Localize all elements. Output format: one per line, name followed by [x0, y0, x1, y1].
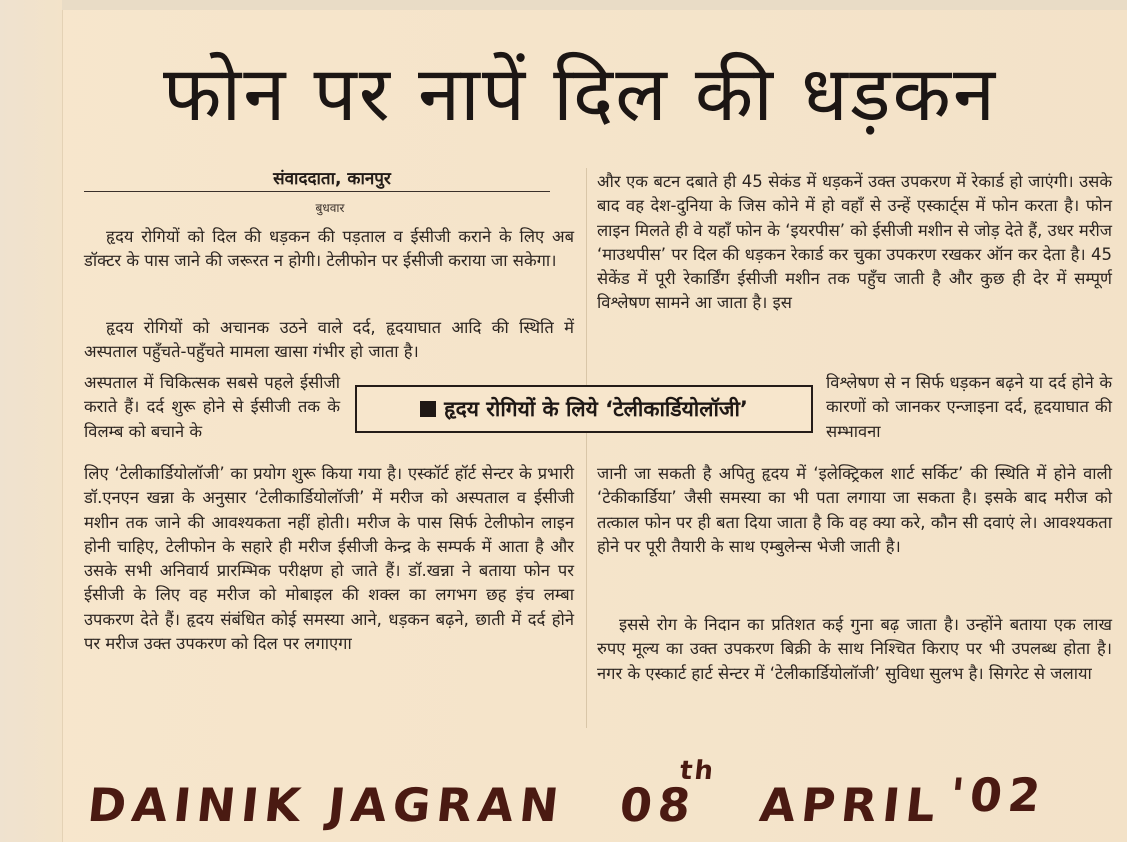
para-text: विश्लेषण से न सिर्फ धड़कन बढ़ने या दर्द होने के कारणों को जानकर एन्जाइना दर्द, हृदयाघात की सम्भावना — [826, 373, 1112, 441]
column2-para1-rest — [597, 462, 1112, 559]
column1-para1 — [84, 225, 574, 274]
byline: संवाददाता, कानपुर — [273, 169, 391, 189]
column1-para3-rest — [84, 462, 574, 656]
byline-rule — [84, 191, 550, 192]
handwritten-source: DAINIK JAGRAN — [85, 778, 568, 832]
column-divider — [586, 168, 587, 728]
para-text: अस्पताल में चिकित्सक सबसे पहले ईसीजी कराते हैं। दर्द शुरू होने से ईसीजी तक के विलम्ब को बचाने के — [84, 373, 340, 441]
column2-para1 — [597, 170, 1112, 316]
para-text: लिए ‘टेलीकार्डियोलॉजी’ का प्रयोग शुरू किया गया है। एस्कॉर्ट हॉर्ट सेन्टर के प्रभारी डॉ.एनएन खन्ना के अनुसार ‘टेलीकार्डियोलॉजी’ में मरीज को अस्पताल व ईसीजी मशीन तक जाने की आवश्यकता नहीं होती। मरीज के पास सिर्फ टेलीफोन लाइन होनी चाहिए, टेलीफोन के सहारे ही मरीज ईसीजी केन्द्र के सम्पर्क में आता है और उसके सभी अनिवार्य प्रारम्भिक परीक्षण हो जाते हैं। डॉ.खन्ना ने बताया फोन पर ईसीजी के लिए वह मरीज को मोबाइल की शक्ल का लगभग छह इंच लम्बा उपकरण देते हैं। हृदय संबंधित कोई समस्या आने, धड़कन बढ़ने, छाती में दर्द होने पर मरीज उक्त उपकरण को दिल पर लगाएगा — [84, 464, 574, 654]
headline: फोन पर नापें दिल की धड़कन — [162, 49, 998, 138]
para-text: हृदय रोगियों को दिल की धड़कन की पड़ताल व ईसीजी कराने के लिए अब डॉक्टर के पास जाने की जरूरत न होगी। टेलीफोन पर ईसीजी कराया जा सकेगा। — [84, 227, 574, 271]
top-edge-strip — [62, 0, 1127, 10]
para-text: हृदय रोगियों को अचानक उठने वाले दर्द, हृदयाघात आदि की स्थिति में अस्पताल पहुँचते-पहुँचते मामला खासा गंभीर हो जाता है। — [84, 318, 574, 362]
para-text: इससे रोग के निदान का प्रतिशत कई गुना बढ़ जाता है। उन्होंने बताया एक लाख रुपए मूल्य का उक्त उपकरण बिक्री के साथ निश्चित किराए पर भी उपलब्ध होता है। नगर के एस्कार्ट हार्ट सेन्टर में ‘टेलीकार्डियोलॉजी’ सुविधा सुलभ है। सिगरेट से जलाया — [597, 615, 1112, 683]
adjacent-clipping-strip — [0, 0, 63, 842]
para-text: और एक बटन दबाते ही 45 सेकंड में धड़कनें उक्त उपकरण में रेकार्ड हो जाएंगी। उसके बाद वह देश-दुनिया के जिस कोने में हो वहाँ से उन्हें एस्कार्ट्स में फोन करता है। फोन लाइन मिलते ही वे यहाँ फोन के ‘इयरपीस’ को ईसीजी मशीन से जोड़ देते हैं, उधर मरीज ‘माउथपीस’ पर दिल की धड़कन रेकार्ड कर चुका उपकरण रखकर ऑन कर देता है। 45 सेकेंड में पूरी रेकार्डिंग ईसीजी मशीन तक पहुँच जाती है और कुछ ही देर में सम्पूर्ण विश्लेषण सामने आ जाता है। इस — [597, 172, 1112, 313]
handwritten-source-note — [80, 756, 1120, 840]
column1-para3-narrow — [84, 371, 340, 444]
kicker-text: हृदय रोगियों के लिये ‘टेलीकार्डियोलॉजी’ — [444, 397, 748, 421]
column1-para2 — [84, 316, 574, 365]
dateline-day: बुधवार — [315, 201, 345, 215]
square-bullet-icon — [420, 401, 436, 417]
kicker-box — [355, 385, 813, 433]
para-text: जानी जा सकती है अपितु हृदय में ‘इलेक्ट्रिकल शार्ट सर्किट’ की स्थिति में होने वाली ‘टेकीकार्डिया’ जैसी समस्या का भी पता लगाया जा सकता है। इसके बाद मरीज को तत्काल फोन पर ही बता दिया जाता है कि वह क्या करे, कौन सी दवाएं ले। आवश्यकता होने पर पूरी तैयारी के साथ एम्बुलेन्स भेजी जाती है। — [597, 464, 1112, 556]
handwritten-day: 08 — [617, 778, 699, 832]
handwritten-month: APRIL — [757, 778, 945, 832]
handwritten-year: '02 — [947, 768, 1049, 822]
column2-para2 — [597, 613, 1112, 686]
handwritten-day-suffix: th — [678, 756, 717, 786]
column2-para1-narrow — [826, 371, 1112, 444]
